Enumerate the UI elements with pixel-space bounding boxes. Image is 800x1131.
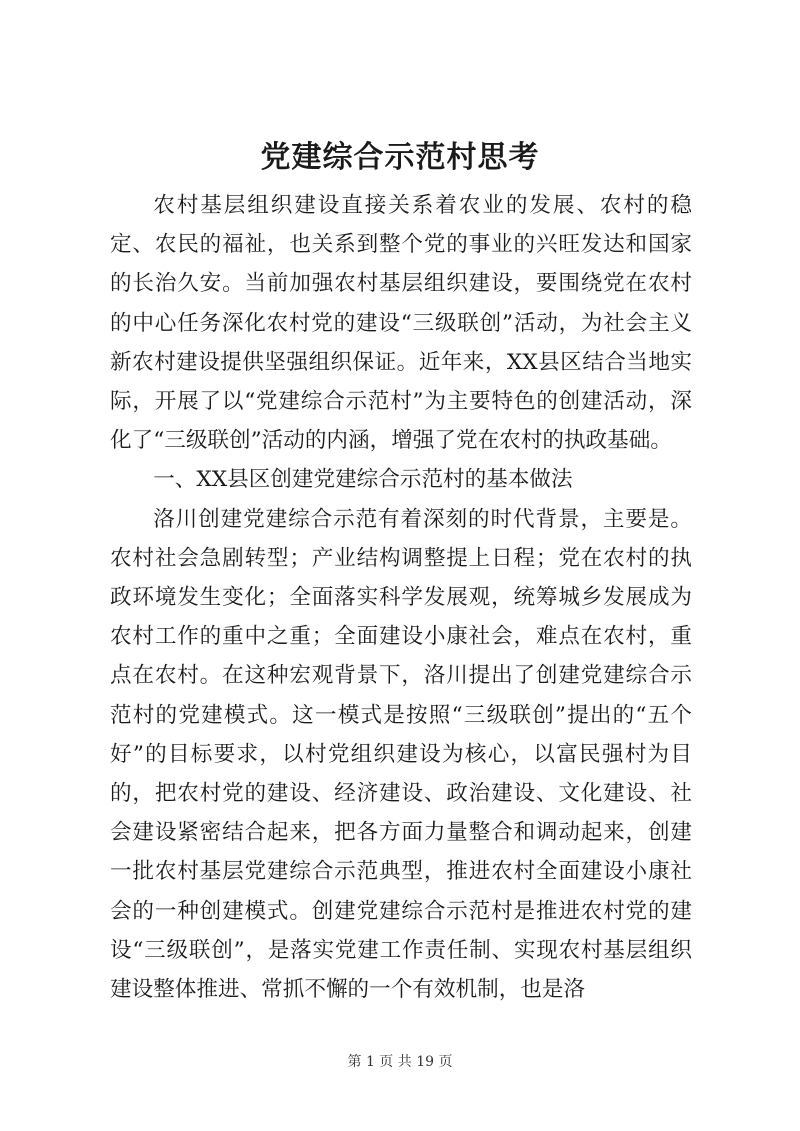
document-title: 党建综合示范村思考 xyxy=(260,140,540,175)
document-body xyxy=(110,186,692,1009)
section-heading: 一、XX县区创建党建综合示范村的基本做法 xyxy=(153,467,573,493)
page-number: 第 1 页 共 19 页 xyxy=(347,1054,453,1070)
paragraph-background: 洛川创建党建综合示范有着深刻的时代背景，主要是。农村社会急剧转型；产业结构调整提上日程；党在农村的执政环境发生变化；全面落实科学发展观，统筹城乡发展成为农村工作的重中之重；全面建设小康社会，难点在农村，重点在农村。在这种宏观背景下，洛川提出了创建党建综合示范村的党建模式。这一模式是按照“三级联创”提出的“五个好”的目标要求，以村党组织建设为核心，以富民强村为目的，把农村党的建设、经济建设、政治建设、文化建设、社会建设紧密结合起来，把各方面力量整合和调动起来，创建一批农村基层党建综合示范典型，推进农村全面建设小康社会的一种创建模式。创建党建综合示范村是推进农村党的建设“三级联创”，是落实党建工作责任制、实现农村基层组织建设整体推进、常抓不懈的一个有效机制，也是洛 xyxy=(110,506,692,1003)
paragraph-intro: 农村基层组织建设直接关系着农业的发展、农村的稳定、农民的福祉，也关系到整个党的事业的兴旺发达和国家的长治久安。当前加强农村基层组织建设，要围绕党在农村的中心任务深化农村党的建设“三级联创”活动，为社会主义新农村建设提供坚强组织保证。近年来，XX县区结合当地实际，开展了以“党建综合示范村”为主要特色的创建活动，深化了“三级联创”活动的内涵，增强了党在农村的执政基础。 xyxy=(110,193,692,454)
